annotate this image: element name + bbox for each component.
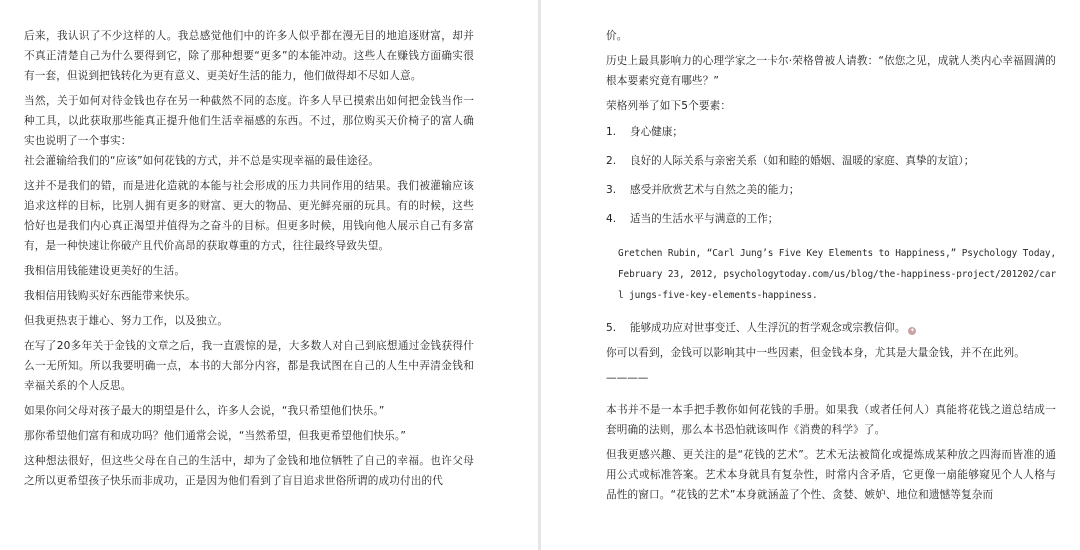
list-item-number: 1. [606, 126, 617, 138]
paragraph: 后来，我认识了不少这样的人。我总感觉他们中的许多人似乎都在漫无目的地追逐财富，却并不真正清楚自己为什么要得到它，除了那种想要“更多”的本能冲动。这些人在赚钱方面确实很有一套，但说到把钱转化为更有意义、更美好生活的能力，他们做得却不尽如人意。 [24, 30, 474, 82]
paragraph: 你可以看到，金钱可以影响其中一些因素，但金钱本身，尤其是大量金钱，并不在此列。 [606, 347, 1026, 359]
paragraph: 这并不是我们的错，而是进化造就的本能与社会形成的压力共同作用的结果。我们被灌输应该追求这样的目标，比别人拥有更多的财富、更大的物品、更光鲜亮丽的玩具。有的时候，这些恰好也是我们内心真正渴望并值得为之奋斗的目标。但更多时候，用钱向他人展示自己有多富有，是一种快速让你破产且代价高昂的获取尊重的方式，往往最终导致失望。 [24, 180, 474, 252]
list-item-number: 5. [606, 322, 617, 334]
list-item-number: 3. [606, 184, 617, 196]
list-item-text: 身心健康； [630, 126, 683, 138]
citation-note: Gretchen Rubin, “Carl Jung’s Five Key Elements to Happiness,” Psychology Today,February 23, 2012, psychologytoday.com/us/blog/the-happiness-project/201202/carl jungs-five-key-elements-happiness. [618, 248, 1056, 301]
list-item-text: 良好的人际关系与亲密关系（如和睦的婚姻、温暖的家庭、真挚的友谊）； [630, 155, 975, 167]
paragraph: 我相信用钱购买好东西能带来快乐。 [24, 290, 196, 302]
list-item-text: 能够成功应对世事变迁、人生浮沉的哲学观念或宗教信仰。 [630, 322, 906, 334]
list-item [606, 151, 1056, 171]
paragraph: 在写了20多年关于金钱的文章之后，我一直震惊的是，大多数人对自己到底想通过金钱获得什么一无所知。所以我要明确一点，本书的大部分内容，都是我试图在自己的人生中弄清金钱和幸福关系的个人反思。 [24, 340, 474, 392]
list-item-number: 4. [606, 213, 617, 225]
paragraph: 但我更感兴趣、更关注的是“花钱的艺术”。艺术无法被简化或提炼成某种放之四海而皆准的通用公式或标准答案。艺术本身就具有复杂性，时常内含矛盾，它更像一扇能够窥见个人人格与品性的窗口。“花钱的艺术”本身就涵盖了个性、贪婪、嫉妒、地位和遗憾等复杂而 [606, 449, 1056, 501]
paragraph: 那你希望他们富有和成功吗？他们通常会说，“当然希望，但我更希望他们快乐。” [24, 430, 407, 442]
section-divider: ———— [606, 372, 649, 384]
paragraph: 本书并不是一本手把手教你如何花钱的手册。如果我（或者任何人）真能将花钱之道总结成一套明确的法则，那么本书恐怕就该叫作《消费的科学》了。 [606, 404, 1056, 436]
right-page-text [606, 26, 1056, 505]
paragraph: 社会灌输给我们的“应该”如何花钱的方式，并不总是实现幸福的最佳途径。 [24, 155, 380, 167]
right-page [541, 0, 1080, 550]
paragraph: 但我更热衷于雄心、努力工作，以及独立。 [24, 315, 229, 327]
paragraph: 这种想法很好，但这些父母在自己的生活中，却为了金钱和地位牺牲了自己的幸福。也许父母之所以更希望孩子快乐而非成功，正是因为他们看到了盲目追求世俗所谓的成功付出的代 [24, 455, 474, 487]
list-item [606, 122, 1056, 142]
factor-list [606, 122, 1056, 229]
list-item-text: 感受并欣赏艺术与自然之美的能力； [630, 184, 800, 196]
footnote-marker-icon[interactable]: ✦ [909, 327, 915, 334]
paragraph: 当然，关于如何对待金钱也存在另一种截然不同的态度。许多人早已摸索出如何把金钱当作一种工具，以此获取那些能真正提升他们生活幸福感的东西。不过，那位购买天价椅子的富人确实也说明了一个事实： [24, 95, 474, 147]
paragraph-continuation: 价。 [606, 30, 628, 42]
list-intro: 荣格列举了如下5个要素： [606, 100, 732, 112]
left-page [0, 0, 538, 550]
paragraph: 我相信用钱能建设更美好的生活。 [24, 265, 186, 277]
list-item-number: 2. [606, 155, 617, 167]
factor-list-continued [606, 318, 1056, 338]
list-item [606, 318, 1056, 338]
left-page-text [24, 26, 474, 491]
list-item-text: 适当的生活水平与满意的工作； [630, 213, 779, 225]
list-item [606, 209, 1056, 229]
paragraph: 如果你问父母对孩子最大的期望是什么，许多人会说，“我只希望他们快乐。” [24, 405, 385, 417]
paragraph: 历史上最具影响力的心理学家之一卡尔·荣格曾被人请教：“依您之见，成就人类内心幸福圆满的根本要素究竟有哪些？” [606, 55, 1056, 87]
list-item [606, 180, 1056, 200]
